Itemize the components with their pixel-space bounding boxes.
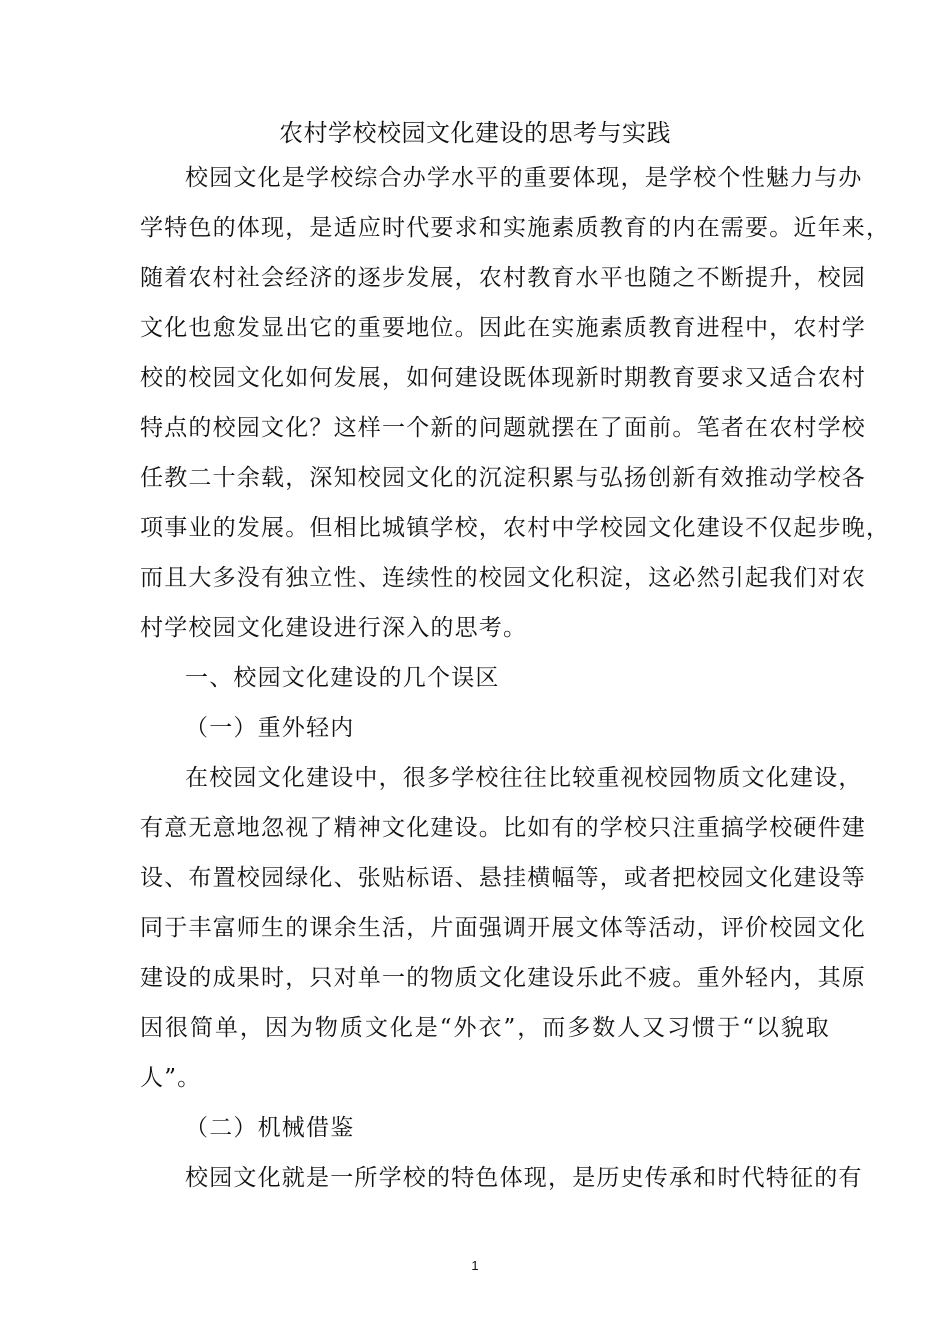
paragraph-line: 村学校园文化建设进行深入的思考。 — [140, 615, 528, 641]
page-number: 1 — [471, 1258, 479, 1273]
subsection-heading: （一）重外轻内 — [185, 715, 355, 741]
paragraph-line: 设、布置校园绿化、张贴标语、悬挂横幅等，或者把校园文化建设等 — [140, 865, 866, 891]
paragraph-line: 在校园文化建设中，很多学校往往比较重视校园物质文化建设， — [185, 765, 863, 791]
paragraph-line: 任教二十余载，深知校园文化的沉淀积累与弘扬创新有效推动学校各 — [140, 465, 866, 491]
paragraph-line: 校园文化就是一所学校的特色体现，是历史传承和时代特征的有 — [185, 1165, 863, 1191]
paragraph-line: 同于丰富师生的课余生活，片面强调开展文体等活动，评价校园文化 — [140, 915, 866, 941]
paragraph-line: 随着农村社会经济的逐步发展，农村教育水平也随之不断提升，校园 — [140, 265, 866, 291]
paragraph-line: 特点的校园文化？这样一个新的问题就摆在了面前。笔者在农村学校 — [140, 415, 866, 441]
paragraph-line: 建设的成果时，只对单一的物质文化建设乐此不疲。重外轻内，其原 — [140, 965, 866, 991]
paragraph-line: 学特色的体现，是适应时代要求和实施素质教育的内在需要。近年来， — [140, 215, 891, 241]
section-heading: 一、校园文化建设的几个误区 — [185, 665, 500, 691]
paragraph-line: 因很简单，因为物质文化是“外衣”，而多数人又习惯于“以貌取 — [140, 1015, 830, 1041]
paragraph-line: 校园文化是学校综合办学水平的重要体现，是学校个性魅力与办 — [185, 165, 863, 191]
paragraph-line: 人”。 — [140, 1065, 202, 1091]
paragraph-line: 文化也愈发显出它的重要地位。因此在实施素质教育进程中，农村学 — [140, 315, 866, 341]
paragraph-line: 而且大多没有独立性、连续性的校园文化积淀，这必然引起我们对农 — [140, 565, 866, 591]
paragraph-line: 校的校园文化如何发展，如何建设既体现新时期教育要求又适合农村 — [140, 365, 866, 391]
paragraph-line: 项事业的发展。但相比城镇学校，农村中学校园文化建设不仅起步晚， — [140, 515, 891, 541]
subsection-heading: （二）机械借鉴 — [185, 1115, 355, 1141]
document-title: 农村学校校园文化建设的思考与实践 — [279, 119, 671, 147]
paragraph-line: 有意无意地忽视了精神文化建设。比如有的学校只注重搞学校硬件建 — [140, 815, 866, 841]
